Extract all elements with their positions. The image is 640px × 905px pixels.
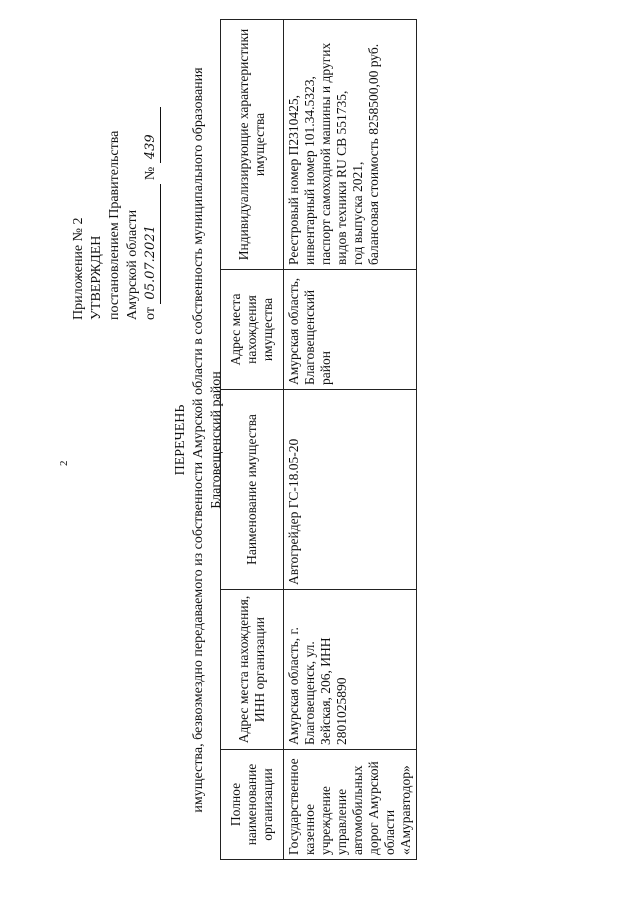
header-characteristics: Индивидуализирующие характеристики имущества <box>221 20 284 270</box>
approval-line-1: постановлением Правительства <box>107 130 122 320</box>
approval-block <box>70 60 161 320</box>
table-header-row <box>221 20 284 860</box>
approved-label: УТВЕРЖДЕН <box>89 235 104 320</box>
header-org-name: Полное наименование организации <box>221 750 284 860</box>
cell-property-name: Автогрейдер ГС-18.05-20 <box>284 390 417 590</box>
appendix-label: Приложение № 2 <box>71 217 86 320</box>
title-heading: ПЕРЕЧЕНЬ <box>173 404 188 476</box>
characteristic-line: год выпуска 2021, <box>350 161 365 265</box>
cell-property-address: Амурская область, Благовещенский район <box>284 270 417 390</box>
approval-line-2: Амурской области <box>125 209 140 320</box>
handwritten-date: 05.07.2021 <box>142 184 161 304</box>
characteristic-line: балансовая стоимость 8258500,00 руб. <box>366 43 381 265</box>
property-table <box>220 19 417 860</box>
title-line-2: Благовещенский район <box>209 371 224 509</box>
cell-org-name: Государственное казенное учреждение управление автомобильных дорог Амурской области «Амуравтодор» <box>284 750 417 860</box>
cell-org-address: Амурская область, г. Благовещенск, ул. Зейская, 206, ИНН 2801025890 <box>284 590 417 750</box>
table-row <box>284 20 417 860</box>
characteristic-line: паспорт самоходной машины и других видов техники RU CB 551735, <box>318 42 349 265</box>
characteristic-line: инвентарный номер 101.34.5323, <box>302 76 317 265</box>
document-title <box>172 20 226 860</box>
from-label: от <box>143 307 158 320</box>
page-number: 2 <box>58 460 70 466</box>
header-property-name: Наименование имущества <box>221 390 284 590</box>
handwritten-number: 439 <box>142 107 161 163</box>
approval-date-line <box>142 60 161 320</box>
number-label: № <box>143 166 158 181</box>
document-sheet <box>70 20 470 860</box>
title-line-1: имущества, безвозмездно передаваемого из собственности Амурской области в собственность муниципального образования <box>191 67 206 813</box>
characteristic-line: Реестровый номер П2310425, <box>286 94 301 265</box>
cell-characteristics <box>284 20 417 270</box>
header-property-address: Адрес места нахождения имущества <box>221 270 284 390</box>
header-org-address: Адрес места нахождения, ИНН организации <box>221 590 284 750</box>
